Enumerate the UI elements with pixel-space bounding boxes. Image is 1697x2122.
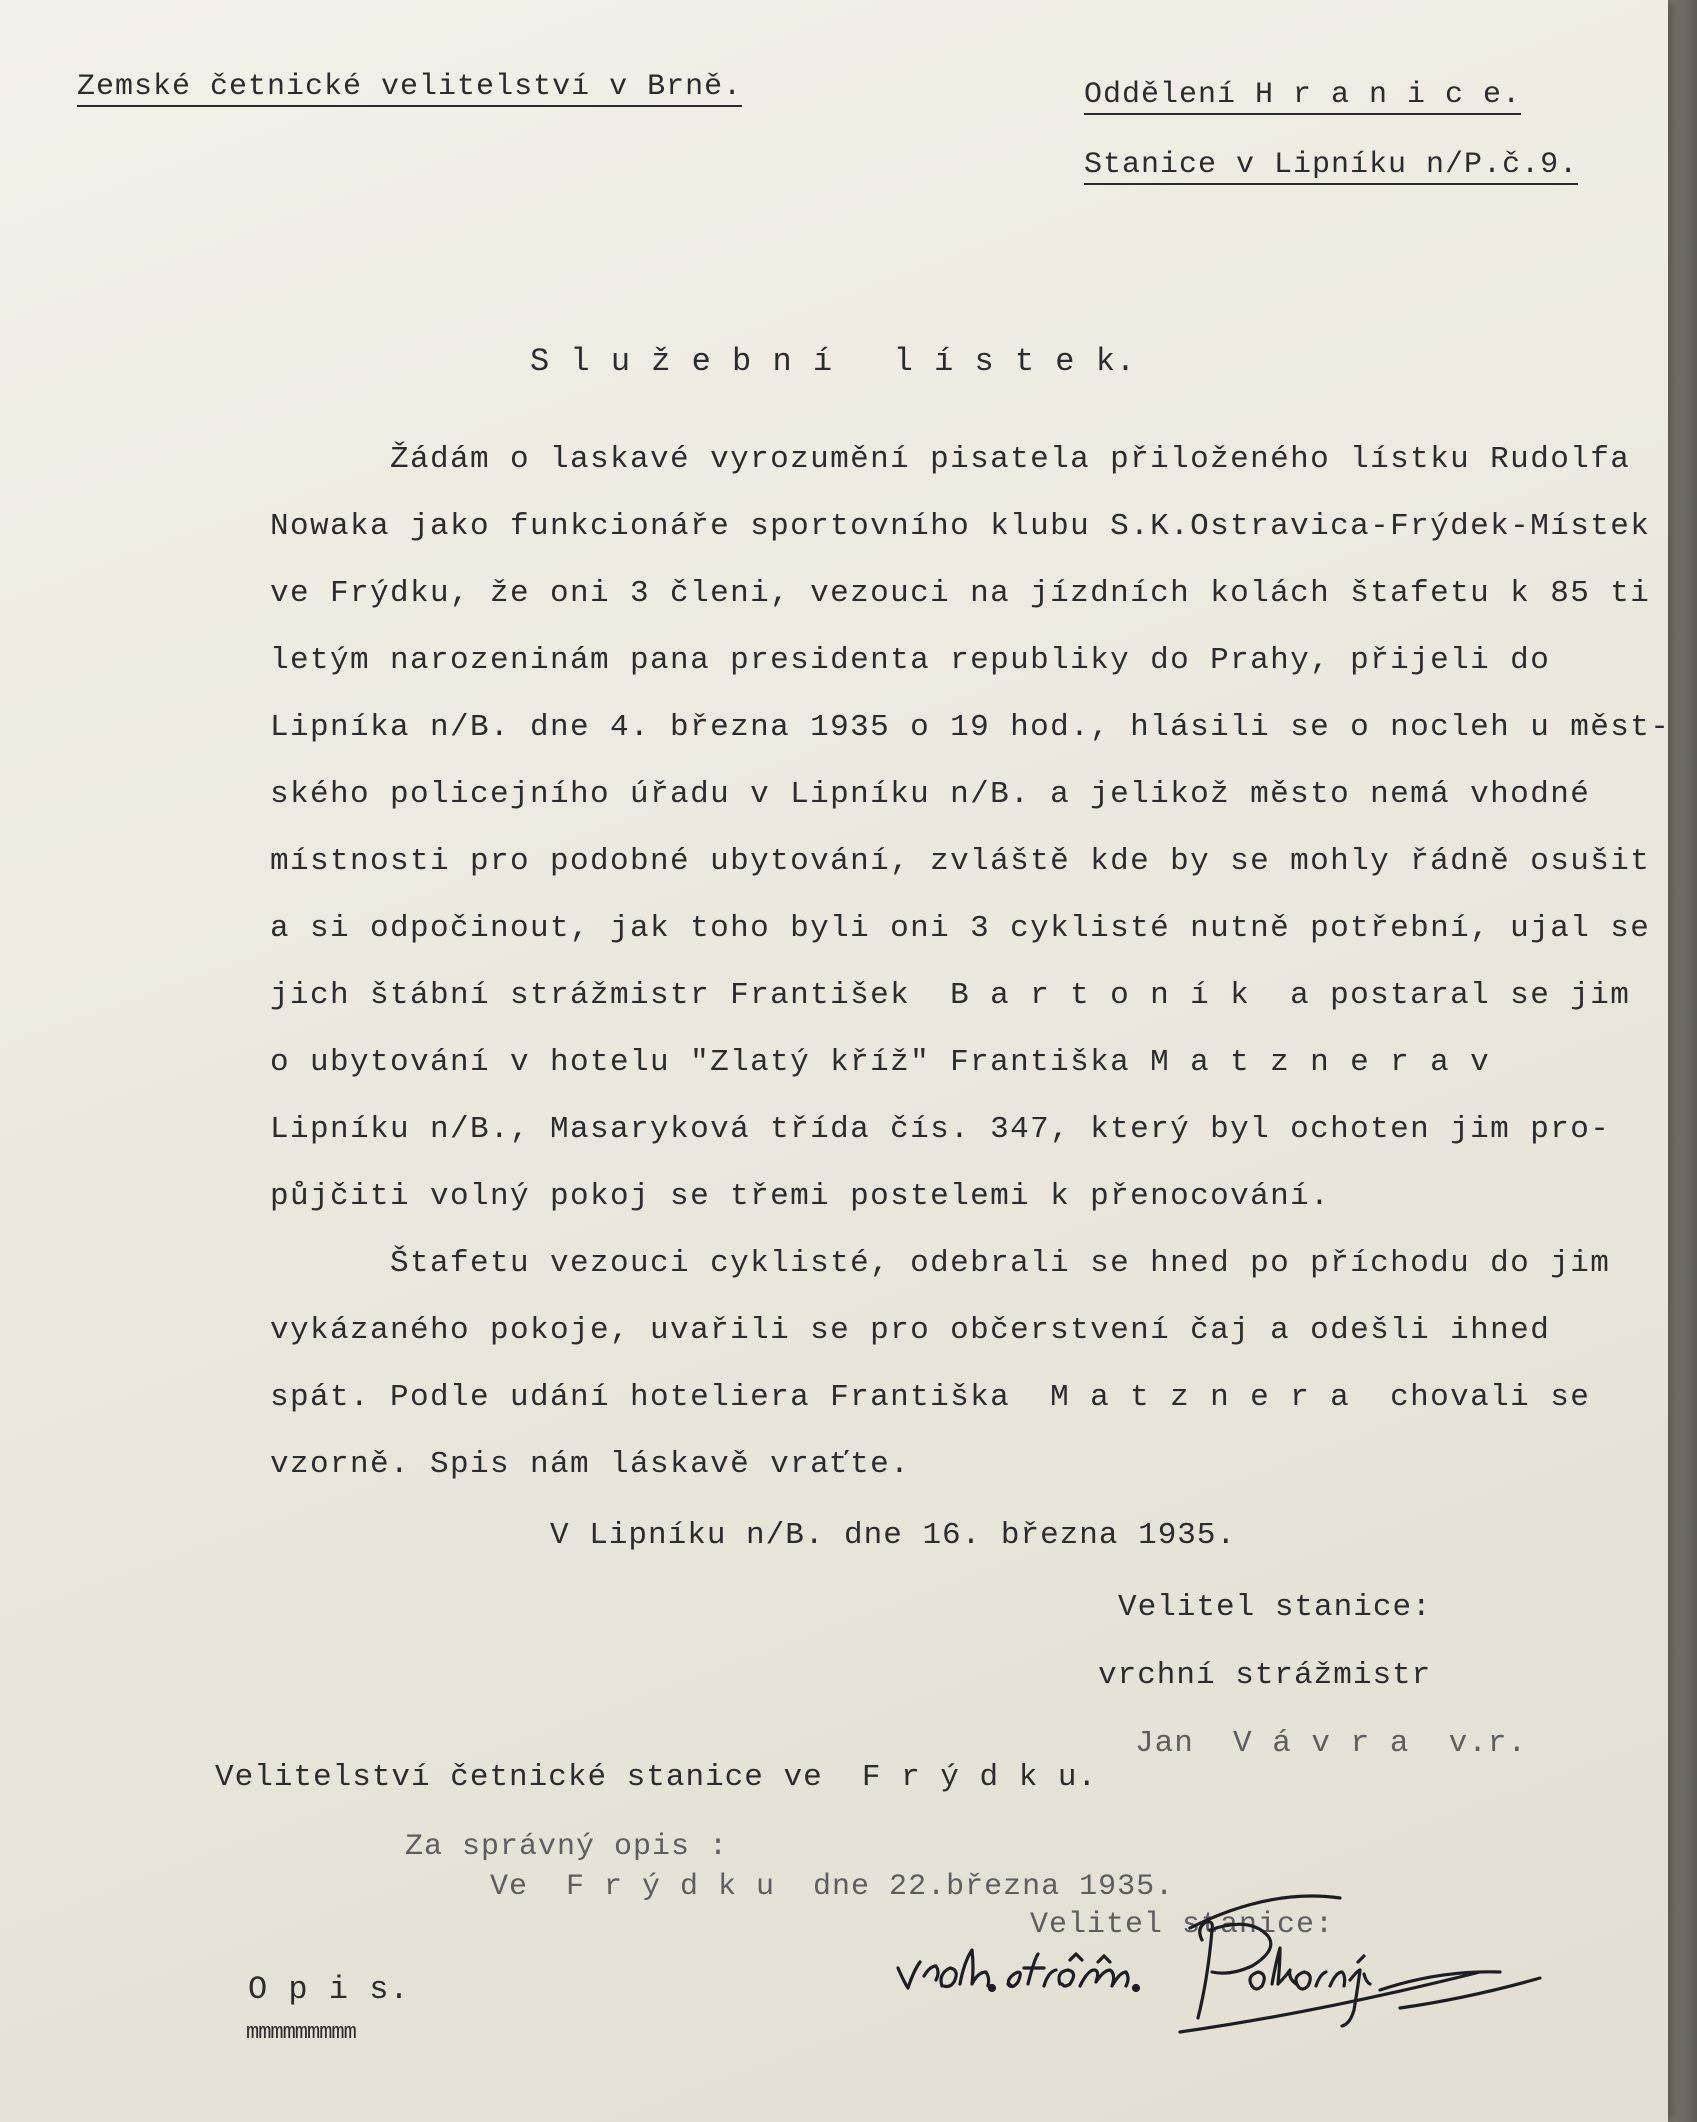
body-line: Nowaka jako funkcionáře sportovního klubu S.K.Ostravica-Frýdek-Místek — [270, 509, 1651, 544]
body-line: jich štábní strážmistr František B a r t o n í k a postaral se jim — [270, 978, 1631, 1013]
signature-name: Jan V á v r a v.r. — [1135, 1726, 1528, 1761]
certification-label: Za správný opis : — [405, 1830, 729, 1864]
copy-mark-strike: mmmmmmmmm — [246, 2020, 356, 2045]
signature-title: Velitel stanice: — [1118, 1590, 1432, 1625]
body-line: ve Frýdku, že oni 3 členi, vezouci na jízdních kolách štafetu k 85 ti — [270, 576, 1651, 611]
body-line: místnosti pro podobné ubytování, zvláště kde by se mohly řádně osušit — [270, 844, 1651, 879]
body-line: Štafetu vezouci cyklisté, odebrali se hned po příchodu do jim — [270, 1246, 1611, 1281]
body-line: Lipníku n/B., Masaryková třída čís. 347, který byl ochoten jim pro- — [270, 1112, 1611, 1147]
body-line: Žádám o laskavé vyrozumění pisatela přiloženého lístku Rudolfa — [270, 442, 1631, 477]
body-line: o ubytování v hotelu "Zlatý kříž" Františka M a t z n e r a v — [270, 1045, 1491, 1080]
copy-mark: O p i s. — [248, 1971, 410, 2008]
signature-rank: vrchní strážmistr — [1098, 1658, 1432, 1693]
dateline: V Lipníku n/B. dne 16. března 1935. — [550, 1518, 1237, 1553]
handwritten-signature — [880, 1890, 1640, 2090]
body-line: spát. Podle udání hoteliera Františka M a t z n e r a chovali se — [270, 1380, 1591, 1415]
station-name: Stanice v Lipníku n/P.č.9. — [1084, 150, 1578, 185]
recipient: Velitelství četnické stanice ve F r ý d k u. — [215, 1760, 1098, 1795]
document-title: S l u ž e b n í l í s t e k. — [530, 343, 1137, 380]
department-name: Oddělení H r a n i c e. — [1084, 80, 1521, 115]
body-line: ského policejního úřadu v Lipníku n/B. a jelikož město nemá vhodné — [270, 777, 1591, 812]
certification-date: Ve F r ý d k u dne 22.března 1935. — [490, 1870, 1175, 1904]
body-line: a si odpočinout, jak toho byli oni 3 cyklisté nutně potřební, ujal se — [270, 911, 1651, 946]
issuing-authority: Zemské četnické velitelství v Brně. — [77, 72, 742, 107]
body-line: půjčiti volný pokoj se třemi postelemi k přenocování. — [270, 1179, 1331, 1214]
certification-title: Velitel stanice: — [1030, 1908, 1335, 1942]
body-line: vykázaného pokoje, uvařili se pro občerstvení čaj a odešli ihned — [270, 1313, 1551, 1348]
body-line: letým narozeninám pana presidenta republiky do Prahy, přijeli do — [270, 643, 1551, 678]
body-line: Lipníka n/B. dne 4. března 1935 o 19 hod., hlásili se o nocleh u měst- — [270, 710, 1671, 745]
body-line: vzorně. Spis nám láskavě vraťte. — [270, 1447, 911, 1482]
